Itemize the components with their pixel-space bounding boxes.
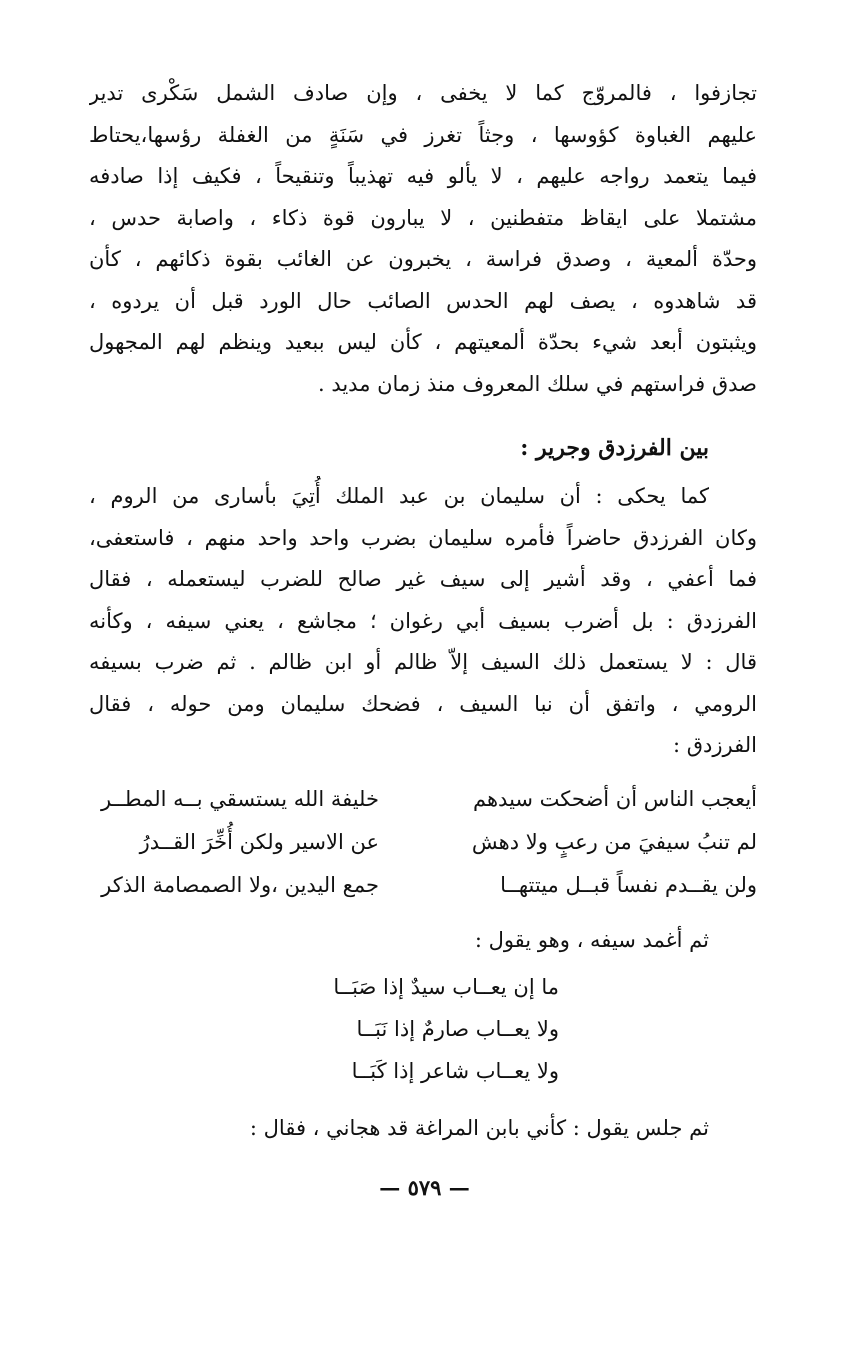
text-line: فيما يتعمد رواجه عليهم ، لا يألو فيه تهذيباً وتنقيحاً ، فكيف إذا صادفه xyxy=(89,164,757,188)
paragraph-closing: ثم جلس يقول : كأني بابن المراغة قد هجاني ، فقال : xyxy=(249,1116,709,1140)
page-number: — ٥٧٩ — xyxy=(379,1175,470,1200)
poem-verse xyxy=(89,821,757,864)
paragraph-story xyxy=(89,476,757,767)
text-line: عليهم الغباوة كؤوسها ، وجثاً تغرز في سَنَةٍ من الغفلة رؤسها،يحتاط xyxy=(89,122,757,147)
text-line: ويثبتون أبعد شيء بحدّة ألمعيتهم ، كأن ليس ببعيد وينظم لهم المجهول xyxy=(89,330,757,354)
text-line: الرومي ، واتفق أن نبا السيف ، فضحك سليمان ومن حوله ، فقال xyxy=(89,691,757,716)
short-verse xyxy=(333,966,559,1092)
paragraph-intro xyxy=(89,73,757,405)
poem-verse xyxy=(89,778,757,821)
poem-first-hemistich: لم تنبُ سيفيَ من رعبٍ ولا دهش xyxy=(471,830,757,854)
text-line: الفرزدق : xyxy=(673,733,757,757)
poem-second-hemistich: خليفة الله يستسقي بــه المطــر xyxy=(101,787,379,811)
paragraph-sheathed: ثم أغمد سيفه ، وهو يقول : xyxy=(474,928,709,952)
poem-first-hemistich: أيعجب الناس أن أضحكت سيدهم xyxy=(473,787,757,811)
verse-line: ما إن يعــاب سيدٌ إذا صَبَــا xyxy=(333,975,559,999)
text-line: وكان الفرزدق حاضراً فأمره سليمان بضرب واحد واحد منهم ، فاستعفى، xyxy=(89,525,757,550)
text-line: فما أعفي ، وقد أشير إلى سيف غير صالح للضرب ليستعمله ، فقال xyxy=(89,567,757,591)
text-line: كما يحكى : أن سليمان بن عبد الملك أُتِيَ بأسارى من الروم ، xyxy=(89,484,709,508)
verse-line: ولا يعــاب صارمٌ إذا نَبَــا xyxy=(356,1017,559,1041)
text-line: صدق فراستهم في سلك المعروف منذ زمان مديد . xyxy=(317,371,757,396)
section-heading: بين الفرزدق وجرير : xyxy=(520,435,709,461)
poem-farazdaq xyxy=(89,778,757,907)
text-line: مشتملا على ايقاظ متفطنين ، لا يبارون قوة ذكاء ، واصابة حدس ، xyxy=(89,205,757,230)
text-line: تجازفوا ، فالمروّج كما لا يخفى ، وإن صادف الشمل سَكْرى تدير xyxy=(89,81,757,105)
text-line: الفرزدق : بل أضرب بسيف أبي رغوان ؛ مجاشع ، يعني سيفه ، وكأنه xyxy=(89,608,757,633)
poem-first-hemistich: ولن يقــدم نفساً قبــل ميتتهــا xyxy=(500,873,757,897)
poem-verse xyxy=(89,864,757,907)
verse-line: ولا يعــاب شاعر إذا كَبَــا xyxy=(351,1059,559,1083)
text-line: وحدّة ألمعية ، وصدق فراسة ، يخبرون عن الغائب بقوة ذكائهم ، كأن xyxy=(89,247,757,271)
poem-second-hemistich: عن الاسير ولكن أُخِّرَ القــدرُ xyxy=(139,830,379,854)
text-line: قد شاهدوه ، يصف لهم الحدس الصائب حال الورد قبل أن يردوه ، xyxy=(89,288,757,313)
poem-second-hemistich: جمع اليدين ،ولا الصمصامة الذكر xyxy=(101,873,379,897)
text-line: قال : لا يستعمل ذلك السيف إلاّ ظالم أو ابن ظالم . ثم ضرب بسيفه xyxy=(89,650,757,674)
